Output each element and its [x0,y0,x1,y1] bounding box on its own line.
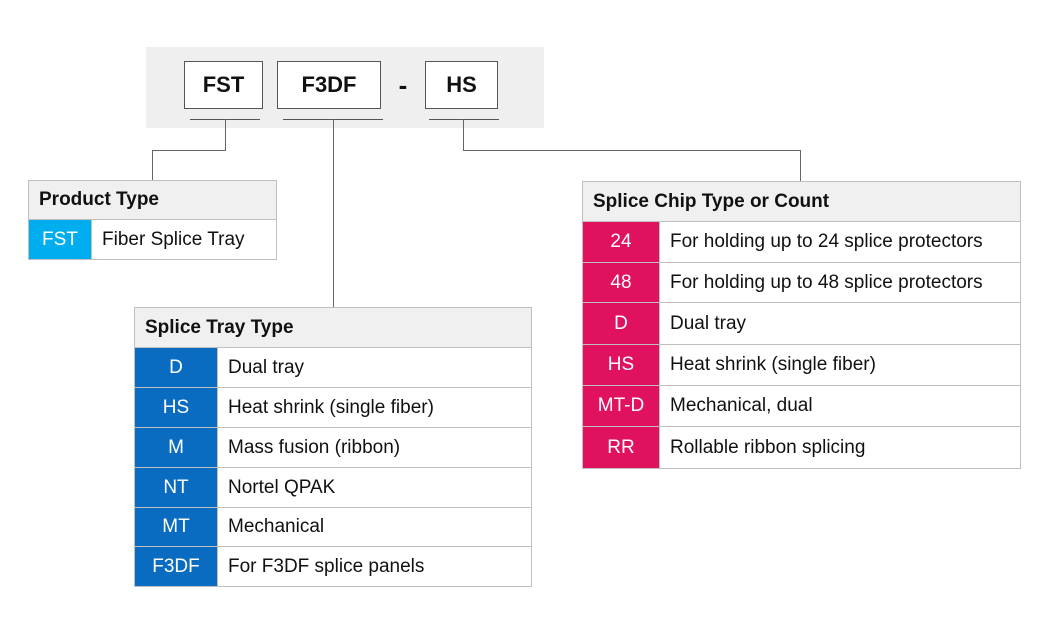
connector-line [333,119,334,308]
table-row [583,345,1020,386]
connector-line [152,150,153,181]
description-cell: Mass fusion (ribbon) [217,428,531,467]
code-cell: F3DF [135,547,217,586]
product-type-table [28,180,277,260]
description-cell: Heat shrink (single fiber) [659,345,1020,385]
table-row [135,388,531,428]
description-cell: Fiber Splice Tray [91,220,276,259]
table-row [583,303,1020,345]
part-segment-splice-chip-type: HS [425,61,498,109]
segment-underline [429,119,499,120]
description-cell: Mechanical [217,508,531,546]
code-cell: MT-D [583,386,659,426]
code-cell: 24 [583,222,659,262]
splice-chip-type-table [582,181,1021,469]
splice-tray-type-table [134,307,532,587]
connector-line [463,119,464,151]
description-cell: Rollable ribbon splicing [659,427,1020,468]
code-cell: FST [29,220,91,259]
table-title: Splice Tray Type [135,308,531,348]
description-cell: Heat shrink (single fiber) [217,388,531,427]
code-cell: 48 [583,263,659,302]
table-row [583,386,1020,427]
code-cell: D [135,348,217,387]
code-cell: NT [135,468,217,507]
part-segment-splice-tray-type: F3DF [277,61,381,109]
table-row [583,222,1020,263]
code-cell: M [135,428,217,467]
table-row [583,427,1020,468]
connector-line [225,119,226,151]
code-cell: RR [583,427,659,468]
connector-line [463,150,801,151]
description-cell: For F3DF splice panels [217,547,531,586]
table-row [29,220,276,259]
code-cell: HS [135,388,217,427]
table-title: Splice Chip Type or Count [583,182,1020,222]
description-cell: For holding up to 48 splice protectors [659,263,1020,302]
table-row [135,468,531,508]
description-cell: Dual tray [217,348,531,387]
code-cell: MT [135,508,217,546]
table-title: Product Type [29,181,276,220]
description-cell: Nortel QPAK [217,468,531,507]
connector-line [800,150,801,182]
table-row [135,547,531,586]
description-cell: For holding up to 24 splice protectors [659,222,1020,262]
description-cell: Dual tray [659,303,1020,344]
code-cell: D [583,303,659,344]
table-row [583,263,1020,303]
part-segment-product-type: FST [184,61,263,109]
code-cell: HS [583,345,659,385]
description-cell: Mechanical, dual [659,386,1020,426]
table-row [135,348,531,388]
table-row [135,428,531,468]
connector-line [152,150,226,151]
part-separator: - [398,69,408,100]
table-row [135,508,531,547]
